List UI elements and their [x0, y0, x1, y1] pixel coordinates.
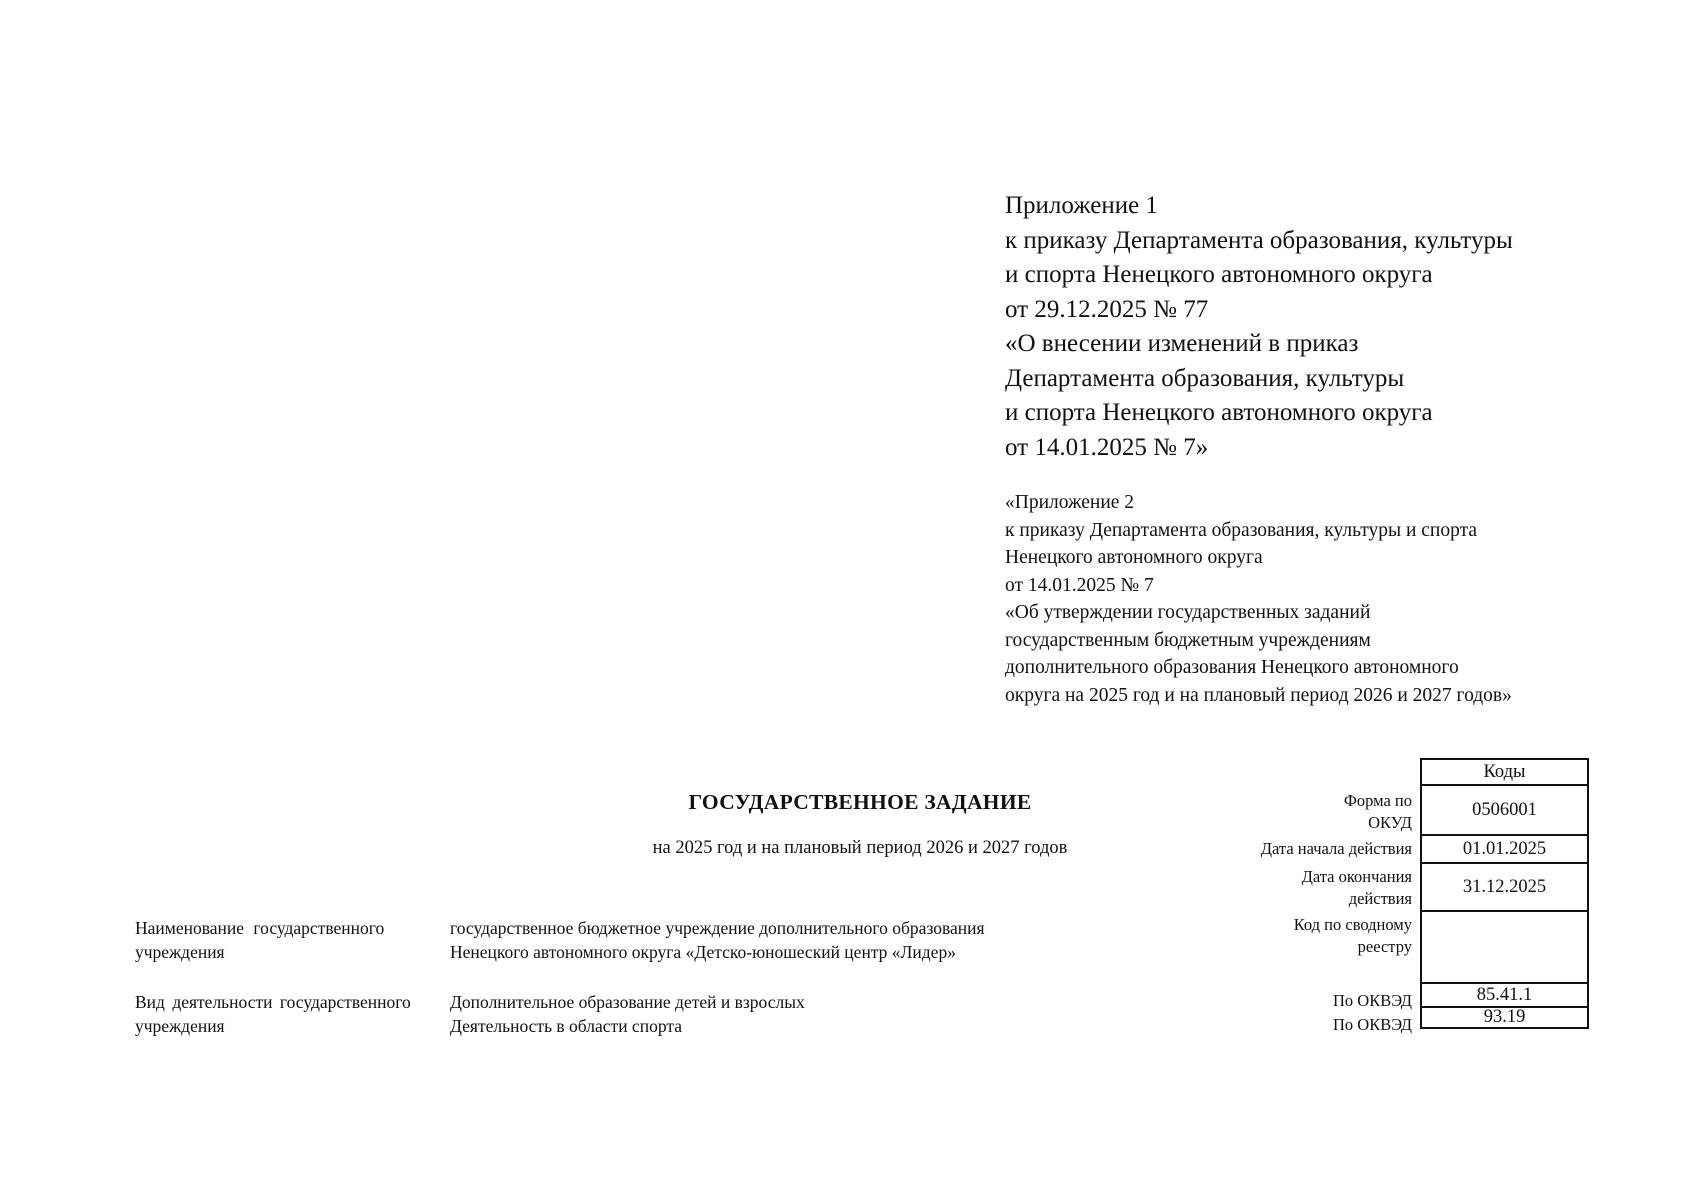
institution-name-label: [135, 916, 384, 964]
institution-label-line: учреждения: [135, 942, 225, 962]
codes-table: [1420, 758, 1589, 1029]
document-title: ГОСУДАРСТВЕННОЕ ЗАДАНИЕ: [688, 790, 1032, 814]
appendix-1-line: от 14.01.2025 № 7»: [1005, 433, 1209, 461]
okud-label-line: Форма по: [1343, 791, 1412, 810]
activity-label-line: Вид деятельности государственного: [135, 992, 411, 1012]
end-date-label-line: Дата окончания: [1301, 867, 1412, 886]
appendix-1-line: «О внесении изменений в приказ: [1005, 330, 1359, 357]
start-date-cell: 01.01.2025: [1422, 836, 1587, 864]
document-subtitle: на 2025 год и на плановый период 2026 и 2027 годов: [652, 838, 1068, 858]
activity-label-line: учреждения: [135, 1016, 225, 1036]
registry-label-line: реестру: [1357, 937, 1412, 956]
institution-label-line: Наименование государственного: [135, 918, 385, 938]
appendix-1-line: и спорта Ненецкого автономного округа: [1005, 261, 1433, 288]
activity-value-line: Деятельность в области спорта: [450, 1016, 682, 1036]
appendix-2-header: [1005, 489, 1645, 709]
codes-header: Коды: [1422, 760, 1587, 786]
okved-label-2: По ОКВЭД: [1333, 1015, 1412, 1034]
end-date-label: [1302, 866, 1412, 910]
end-date-label-line: действия: [1348, 889, 1412, 908]
appendix-2-line: государственным бюджетным учреждениям: [1005, 629, 1371, 651]
registry-code-cell: [1422, 912, 1587, 984]
end-date-cell: 31.12.2025: [1422, 864, 1587, 912]
appendix-1-line: к приказу Департамента образования, культуры: [1005, 226, 1513, 254]
appendix-1-header: [1005, 189, 1645, 465]
start-date-label: Дата начала действия: [1260, 839, 1412, 858]
registry-code-label: [1294, 914, 1412, 958]
appendix-2-line: Ненецкого автономного округа: [1005, 547, 1263, 568]
activity-type-value: [450, 990, 805, 1038]
appendix-2-line: дополнительного образования Ненецкого автономного: [1005, 657, 1459, 678]
okud-code-cell: 0506001: [1422, 786, 1587, 836]
appendix-2-line: от 14.01.2025 № 7: [1005, 574, 1154, 596]
appendix-2-line: «Об утверждении государственных заданий: [1005, 602, 1371, 623]
institution-name-value: [450, 916, 985, 964]
appendix-2-line: к приказу Департамента образования, культуры и спорта: [1005, 519, 1478, 541]
appendix-2-line: «Приложение 2: [1005, 492, 1135, 513]
registry-label-line: Код по сводному: [1293, 915, 1412, 934]
appendix-1-line: Департамента образования, культуры: [1005, 364, 1405, 392]
appendix-1-line: и спорта Ненецкого автономного округа: [1005, 399, 1433, 426]
appendix-1-line: от 29.12.2025 № 77: [1005, 295, 1209, 323]
okved-code-cell-2: 93.19: [1483, 1007, 1526, 1027]
okud-label-line: ОКУД: [1368, 813, 1412, 832]
okved-label-1: По ОКВЭД: [1333, 991, 1412, 1010]
activity-value-line: Дополнительное образование детей и взрослых: [450, 992, 805, 1012]
okved-code-cell-1: 85.41.1: [1422, 984, 1587, 1008]
appendix-2-line: округа на 2025 год и на плановый период 2026 и 2027 годов»: [1005, 684, 1512, 706]
appendix-1-line: Приложение 1: [1005, 192, 1158, 219]
okud-label: [1344, 790, 1412, 834]
institution-value-line: государственное бюджетное учреждение дополнительного образования: [450, 918, 985, 938]
institution-value-line: Ненецкого автономного округа «Детско-юношеский центр «Лидер»: [450, 942, 956, 962]
activity-type-label: [135, 990, 411, 1038]
